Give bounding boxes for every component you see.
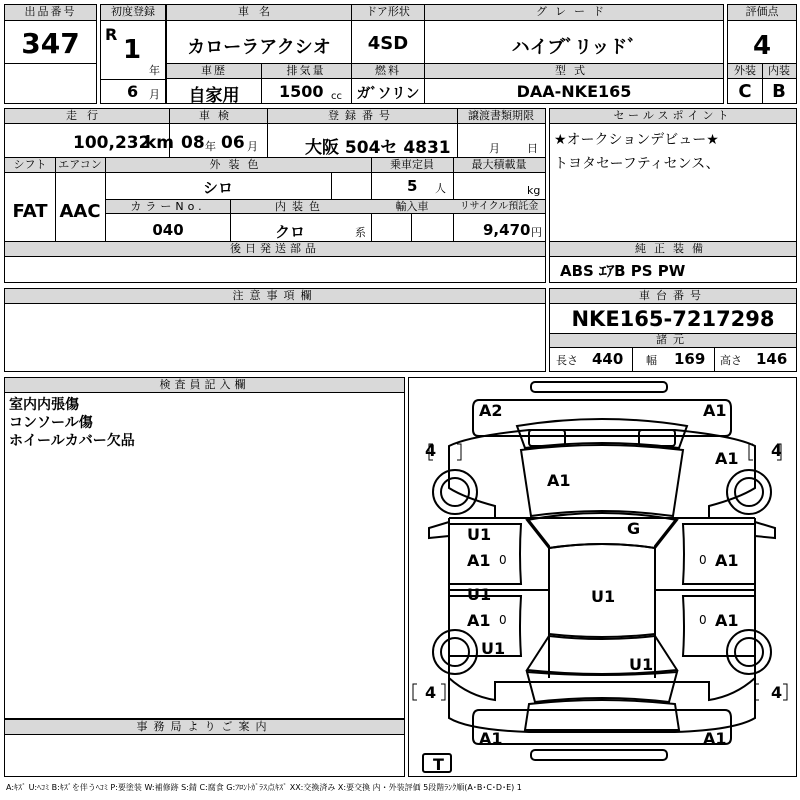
- specs-label: 諸元: [550, 334, 796, 348]
- door-fl-2-mark: A1: [467, 551, 491, 570]
- exterior-label: 外装: [728, 64, 762, 79]
- month-unit: 月: [149, 88, 160, 101]
- color-no-label: カラーNo.: [106, 200, 230, 214]
- tire-rl-mark: 4: [425, 683, 437, 702]
- length-value: 440: [592, 350, 624, 368]
- displacement-unit: cc: [331, 91, 342, 102]
- equipment-cell: [549, 241, 797, 283]
- plate-label: 登録番号: [267, 109, 457, 124]
- mileage-label: 走行: [5, 109, 169, 124]
- later-parts-cell: [4, 241, 546, 283]
- door-rl-1-mark: U1: [467, 585, 492, 604]
- reg-year-value: 1: [123, 35, 142, 65]
- max-load-unit: kg: [527, 184, 541, 197]
- equipment-value: ABS ｴｱB PS PW: [560, 262, 686, 280]
- transfer-day-unit: 日: [527, 142, 538, 155]
- first-reg-cell: [100, 4, 166, 104]
- plate-value: 大阪 504セ 4831: [305, 138, 451, 158]
- exterior-value: C: [738, 81, 752, 102]
- inspection-month-unit: 月: [247, 140, 258, 153]
- windshield-mark: G: [627, 519, 641, 538]
- door-rl-2-mark: A1: [467, 611, 491, 630]
- fender-fr-mark: A1: [715, 449, 739, 468]
- roof-mark: U1: [591, 587, 616, 606]
- car-name-cell: [166, 4, 352, 104]
- inspection-label: 車検: [169, 109, 267, 124]
- length-label: 長さ: [556, 354, 578, 367]
- capacity-label: 乗車定員: [371, 158, 453, 173]
- qtr-left-mark: U1: [481, 639, 506, 658]
- sales-line-1: ★オークションデビュー★: [554, 132, 719, 148]
- inspection-month: 06: [221, 133, 245, 153]
- car-name-label: 車名: [167, 5, 351, 21]
- tire-fl-mark: 4: [425, 441, 437, 460]
- ext-color-label: 外装色: [105, 158, 371, 173]
- width-value: 169: [674, 350, 706, 368]
- front-left-mark: A2: [479, 401, 503, 420]
- recycle-value: 9,470: [483, 221, 531, 239]
- door-value: 4SD: [367, 33, 409, 54]
- car-name-value: カローラアクシオ: [187, 37, 331, 58]
- vehicle-detail-block: [4, 108, 546, 242]
- score-label: 評価点: [728, 5, 796, 21]
- width-label: 幅: [646, 354, 657, 367]
- interior-label: 内装: [762, 64, 796, 79]
- equipment-label: 純正装備: [550, 242, 796, 257]
- recycle-unit: 円: [531, 226, 542, 239]
- mirror-left-mark: 0: [499, 553, 507, 567]
- door-fl-1-mark: U1: [467, 525, 492, 544]
- first-reg-label: 初度登録: [101, 5, 165, 21]
- capacity-unit: 人: [435, 182, 446, 195]
- import-label: 輸入車: [371, 200, 453, 214]
- rear-left-mark: A1: [479, 729, 503, 748]
- mileage-value: 100,232: [73, 133, 151, 153]
- chassis-cell: [549, 288, 797, 372]
- inspector-cell: [4, 377, 405, 719]
- lot-cell: [4, 4, 97, 104]
- inspector-label: 検査員記入欄: [5, 378, 404, 393]
- score-value: 4: [752, 31, 772, 61]
- door-fr-mark: A1: [715, 551, 739, 570]
- displacement-value: 1500: [279, 82, 324, 101]
- ac-label: エアコン: [55, 158, 105, 173]
- sales-point-label: セールスポイント: [550, 109, 796, 124]
- ext-color-value: シロ: [202, 179, 233, 197]
- handle-left-mark: 0: [499, 613, 507, 627]
- notes-cell: [4, 288, 546, 372]
- max-load-label: 最大積載量: [453, 158, 545, 173]
- reg-month-value: 6: [127, 82, 139, 101]
- rear-right-mark: A1: [703, 729, 727, 748]
- shift-value: FAT: [12, 201, 48, 222]
- sales-line-2: トヨタセーフティセンス、: [554, 156, 720, 172]
- spare-mark: T: [433, 755, 444, 774]
- tire-rr-mark: 4: [771, 683, 783, 702]
- lot-label: 出品番号: [5, 5, 96, 21]
- era-letter: R: [105, 25, 118, 44]
- model-code-value: DAA-NKE165: [516, 82, 632, 101]
- transfer-month-unit: 月: [489, 142, 500, 155]
- lot-value: 347: [21, 27, 80, 60]
- door-cell: [351, 4, 425, 104]
- car-diagram: [408, 377, 797, 777]
- displacement-label: 排気量: [261, 64, 351, 79]
- inspector-line-3: ホイールカバー欠品: [9, 433, 135, 449]
- chassis-label: 車台番号: [550, 289, 796, 304]
- int-color-label: 内装色: [230, 200, 371, 214]
- ac-value: AAC: [59, 201, 101, 222]
- tire-fr-mark: 4: [771, 441, 783, 460]
- later-parts-label: 後日発送部品: [5, 242, 545, 257]
- score-cell: [727, 4, 797, 104]
- history-label: 車歴: [167, 64, 261, 79]
- int-color-value: クロ: [274, 223, 305, 241]
- trunk-mark: U1: [629, 655, 654, 674]
- inspection-year: 08: [181, 133, 205, 153]
- fuel-label: 燃料: [352, 64, 424, 79]
- year-unit: 年: [149, 64, 160, 77]
- car-outline: [409, 378, 796, 776]
- front-right-mark: A1: [703, 401, 727, 420]
- office-label: 事務局よりご案内: [5, 720, 404, 735]
- mirror-right-mark: 0: [699, 553, 707, 567]
- shift-label: シフト: [5, 158, 55, 173]
- color-no-value: 040: [152, 221, 184, 239]
- inspection-year-unit: 年: [205, 140, 216, 153]
- recycle-label: リサイクル預託金: [453, 200, 545, 214]
- door-label: ドア形状: [352, 5, 424, 21]
- inspector-line-2: コンソール傷: [9, 415, 93, 431]
- interior-value: B: [772, 81, 786, 102]
- notes-label: 注意事項欄: [5, 289, 545, 304]
- capacity-value: 5: [407, 177, 418, 195]
- transfer-label: 譲渡書類期限: [457, 109, 545, 124]
- fuel-value: ガﾞソリン: [356, 86, 420, 102]
- height-label: 高さ: [720, 354, 742, 367]
- grade-label: グレード: [425, 5, 723, 21]
- model-code-label: 型式: [425, 64, 723, 79]
- handle-right-mark: 0: [699, 613, 707, 627]
- history-value: 自家用: [188, 86, 240, 106]
- height-value: 146: [756, 350, 788, 368]
- mileage-unit: km: [145, 133, 175, 153]
- int-color-unit: 系: [355, 226, 366, 239]
- door-rr-mark: A1: [715, 611, 739, 630]
- chassis-value: NKE165-7217298: [571, 307, 775, 331]
- grade-value: ハイブﾞリッドﾞ: [511, 37, 637, 58]
- grade-cell: [424, 4, 724, 104]
- office-cell: [4, 719, 405, 777]
- sales-point-cell: [549, 108, 797, 242]
- legend-text: A:ｷｽﾞ U:ﾍｺﾐ B:ｷｽﾞを伴うﾍｺﾐ P:要塗装 W:補修跡 S:錆 C:腐食 G:ﾌﾛﾝﾄｶﾞﾗｽ点ｷｽﾞ XX:交換済み X:要交換 内・外装評価 5段階ﾗﾝｸ順(A･B･C･D･E) 1: [6, 783, 522, 792]
- inspector-line-1: 室内内張傷: [9, 397, 79, 413]
- hood-mark: A1: [547, 471, 571, 490]
